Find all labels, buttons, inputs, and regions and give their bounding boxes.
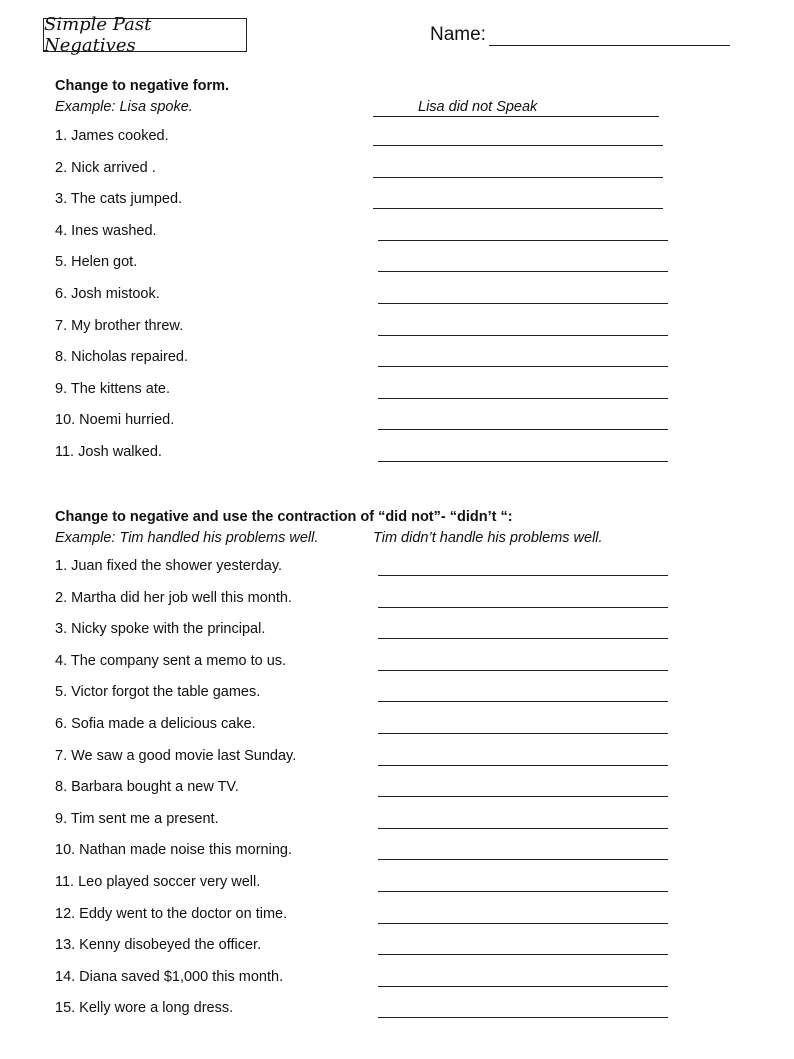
answer-blank-line[interactable] <box>378 575 668 576</box>
section2-item: 1. Juan fixed the shower yesterday. <box>55 558 283 574</box>
answer-blank-line[interactable] <box>378 891 668 892</box>
answer-blank-line[interactable] <box>378 1017 668 1018</box>
answer-blank-line[interactable] <box>378 733 668 734</box>
worksheet-title: Simple Past Negatives <box>43 18 247 52</box>
section1-item: 5. Helen got. <box>55 254 138 271</box>
section1-instruction: Change to negative form. <box>55 78 230 94</box>
section2-item: 6. Sofia made a delicious cake. <box>55 716 256 732</box>
section1-item: 6. Josh mistook. <box>55 286 160 302</box>
answer-blank-line[interactable] <box>378 461 668 462</box>
section2-example-prompt: Example: Tim handled his problems well. <box>55 530 319 546</box>
section2-instruction: Change to negative and use the contraction of “did not”- “didn’t “: <box>55 509 513 525</box>
answer-blank-line[interactable] <box>378 670 668 671</box>
answer-blank-line[interactable] <box>373 145 663 146</box>
section1-item: 11. Josh walked. <box>55 444 162 460</box>
section2-example-answer: Tim didn’t handle his problems well. <box>373 530 603 546</box>
section2-item: 12. Eddy went to the doctor on time. <box>55 905 288 922</box>
answer-blank-line[interactable] <box>378 796 668 797</box>
answer-blank-line[interactable] <box>378 607 668 608</box>
answer-blank-line[interactable] <box>378 638 668 639</box>
section1-item: 3. The cats jumped. <box>55 191 183 208</box>
answer-blank-line[interactable] <box>378 335 668 336</box>
answer-blank-line[interactable] <box>378 303 668 304</box>
section2-item: 2. Martha did her job well this month. <box>55 589 292 606</box>
answer-blank-line[interactable] <box>373 208 663 209</box>
section1-example-line <box>373 116 659 117</box>
section2-item: 9. Tim sent me a present. <box>55 810 219 827</box>
section1-item: 2. Nick arrived . <box>55 159 156 176</box>
section1-example-answer: Lisa did not Speak <box>418 99 538 115</box>
section2-item: 11. Leo played soccer very well. <box>55 874 261 890</box>
name-label: Name: <box>430 24 486 45</box>
section1-item: 7. My brother threw. <box>55 317 184 334</box>
section2-item: 15. Kelly wore a long dress. <box>55 1000 234 1017</box>
section1-item: 4. Ines washed. <box>55 222 157 239</box>
section2-item: 14. Diana saved $1,000 this month. <box>55 968 284 985</box>
answer-blank-line[interactable] <box>378 828 668 829</box>
answer-blank-line[interactable] <box>378 701 668 702</box>
section2-item: 13. Kenny disobeyed the officer. <box>55 937 262 954</box>
section1-item: 8. Nicholas repaired. <box>55 349 188 366</box>
section2-item: 4. The company sent a memo to us. <box>55 652 287 669</box>
section1-item: 1. James cooked. <box>55 128 169 144</box>
section2-item: 7. We saw a good movie last Sunday. <box>55 747 297 764</box>
section2-item: 3. Nicky spoke with the principal. <box>55 621 266 638</box>
answer-blank-line[interactable] <box>378 923 668 924</box>
answer-blank-line[interactable] <box>378 429 668 430</box>
answer-blank-line[interactable] <box>378 240 668 241</box>
section2-item: 10. Nathan made noise this morning. <box>55 842 292 859</box>
answer-blank-line[interactable] <box>373 177 663 178</box>
section1-example-prompt: Example: Lisa spoke. <box>55 99 193 115</box>
section1-item: 10. Noemi hurried. <box>55 412 175 429</box>
answer-blank-line[interactable] <box>378 986 668 987</box>
answer-blank-line[interactable] <box>378 366 668 367</box>
section2-item: 8. Barbara bought a new TV. <box>55 779 239 796</box>
answer-blank-line[interactable] <box>378 859 668 860</box>
section2-item: 5. Victor forgot the table games. <box>55 684 261 701</box>
answer-blank-line[interactable] <box>378 398 668 399</box>
answer-blank-line[interactable] <box>378 954 668 955</box>
answer-blank-line[interactable] <box>378 271 668 272</box>
name-blank-line <box>489 45 730 46</box>
answer-blank-line[interactable] <box>378 765 668 766</box>
section1-item: 9. The kittens ate. <box>55 380 170 397</box>
